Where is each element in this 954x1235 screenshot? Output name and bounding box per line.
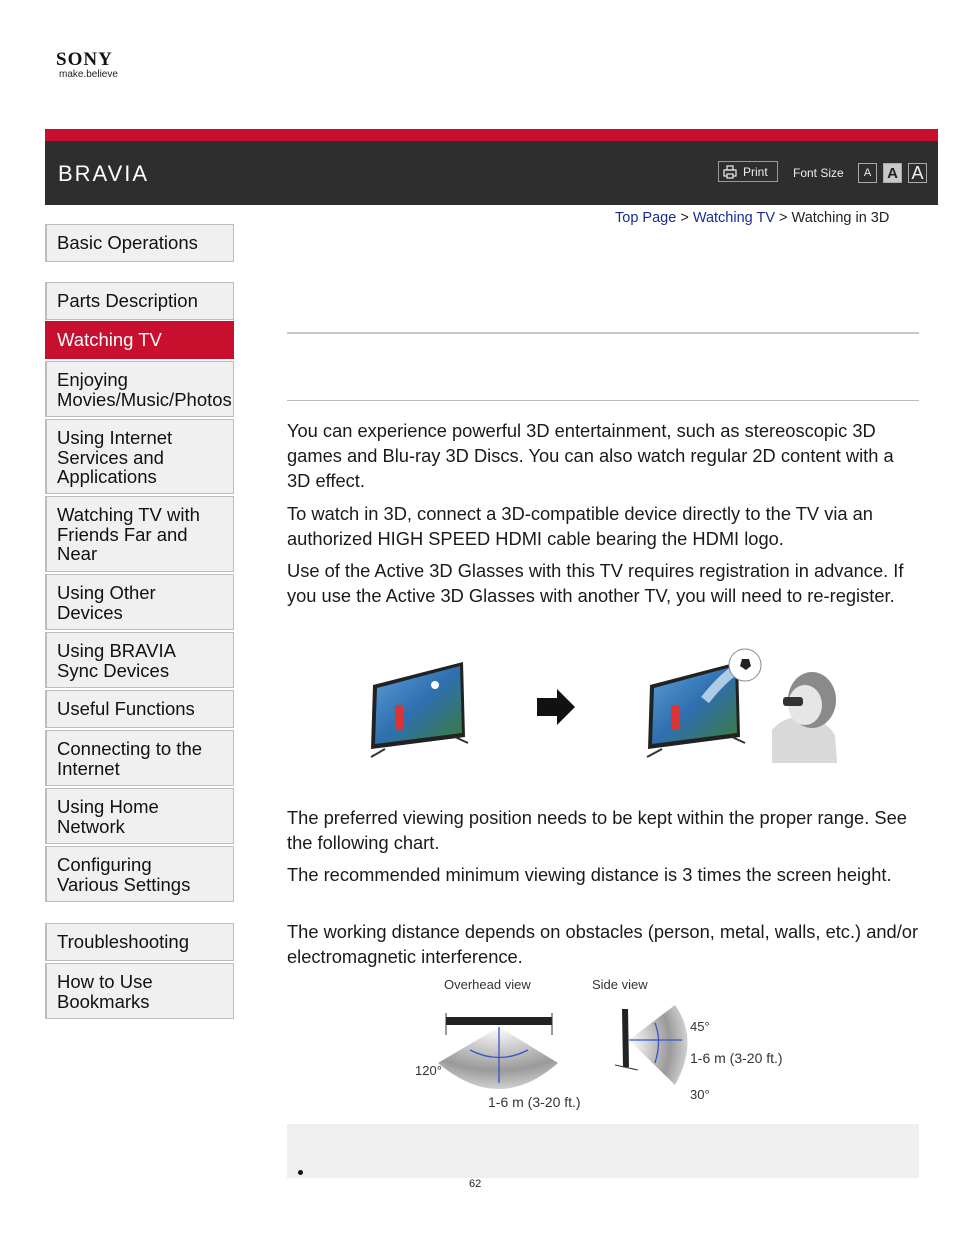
sony-tagline: make.believe [59, 69, 118, 80]
sidebar-item-configuring-settings[interactable]: Configuring Various Settings [45, 846, 234, 902]
tv-2d-image [371, 662, 468, 757]
sidebar-item-home-network[interactable]: Using Home Network [45, 788, 234, 844]
font-size-medium-button[interactable]: A [883, 163, 902, 183]
sony-logo: SONY [56, 49, 113, 70]
sidebar-item-troubleshooting[interactable]: Troubleshooting [45, 923, 234, 961]
breadcrumb-current: Watching in 3D [791, 210, 890, 226]
overhead-view-title: Overhead view [444, 977, 531, 992]
breadcrumb-separator: > [779, 210, 788, 226]
3d-effect-illustration [365, 645, 845, 770]
bullet-point [298, 1170, 303, 1175]
font-size-label: Font Size [793, 166, 844, 180]
glasses-paragraph: Use of the Active 3D Glasses with this TV requires registration in advance. If you use the Active 3D Glasses with another TV, you will need to re-register. [287, 560, 904, 606]
sidebar-item-basic-operations[interactable]: Basic Operations [45, 224, 234, 262]
page-number: 62 [469, 1178, 482, 1190]
sidebar-item-enjoying-movies[interactable]: Enjoying Movies/Music/Photos [45, 361, 234, 417]
font-size-large-button[interactable]: A [908, 163, 927, 183]
section-divider [287, 400, 919, 401]
overhead-distance-label: 1-6 m (3-20 ft.) [488, 1094, 581, 1110]
sidebar-item-internet-services[interactable]: Using Internet Services and Applications [45, 419, 234, 494]
viewing-distance-paragraph: The recommended minimum viewing distance is 3 times the screen height. [287, 864, 892, 885]
print-icon [723, 165, 737, 179]
tv-side-shape [622, 1009, 629, 1067]
font-size-small-button[interactable]: A [858, 163, 877, 183]
note-box [287, 1124, 919, 1178]
breadcrumb [615, 210, 889, 226]
connection-paragraph: To watch in 3D, connect a 3D-compatible device directly to the TV via an authorized HIGH SPEED HDMI cable bearing the HDMI logo. [287, 503, 873, 549]
title-divider [287, 332, 919, 334]
overhead-angle-label: 120° [415, 1063, 442, 1078]
side-angle-top-label: 45° [690, 1019, 710, 1034]
side-angle-bottom-label: 30° [690, 1087, 710, 1102]
header-accent-bar [45, 129, 938, 141]
print-label: Print [743, 164, 768, 179]
breadcrumb-watching-tv[interactable]: Watching TV [692, 210, 776, 226]
intro-paragraph: You can experience powerful 3D entertainment, such as stereoscopic 3D games and Blu-ray 3D Discs. You can also watch regular 2D content with a 3D effect. [287, 420, 894, 491]
sidebar-item-useful-functions[interactable]: Useful Functions [45, 690, 234, 728]
breadcrumb-separator: > [680, 210, 689, 226]
arrow-right-icon [537, 689, 575, 725]
viewing-position-paragraph: The preferred viewing position needs to be kept within the proper range. See the following chart. [287, 807, 907, 853]
viewing-range-diagram [410, 975, 800, 1115]
sidebar-item-bravia-sync[interactable]: Using BRAVIA Sync Devices [45, 632, 234, 688]
tv-overhead-shape [446, 1017, 552, 1025]
sidebar-item-watching-tv[interactable]: Watching TV [45, 321, 234, 359]
sidebar-item-connecting-internet[interactable]: Connecting to the Internet [45, 730, 234, 786]
side-view-title: Side view [592, 977, 648, 992]
bravia-logo: BRAVIA [58, 161, 150, 186]
breadcrumb-top-page[interactable]: Top Page [615, 210, 677, 226]
tv-3d-image [647, 649, 761, 757]
sidebar-item-parts-description[interactable]: Parts Description [45, 282, 234, 320]
viewer-with-glasses-image [772, 672, 837, 763]
print-button[interactable] [718, 161, 778, 182]
sidebar-item-watching-with-friends[interactable]: Watching TV with Friends Far and Near [45, 496, 234, 572]
working-distance-paragraph: The working distance depends on obstacles (person, metal, walls, etc.) and/or electromagnetic interference. [287, 921, 919, 967]
side-distance-label: 1-6 m (3-20 ft.) [690, 1050, 783, 1066]
sidebar-item-bookmarks[interactable]: How to Use Bookmarks [45, 963, 234, 1019]
sidebar-item-other-devices[interactable]: Using Other Devices [45, 574, 234, 630]
